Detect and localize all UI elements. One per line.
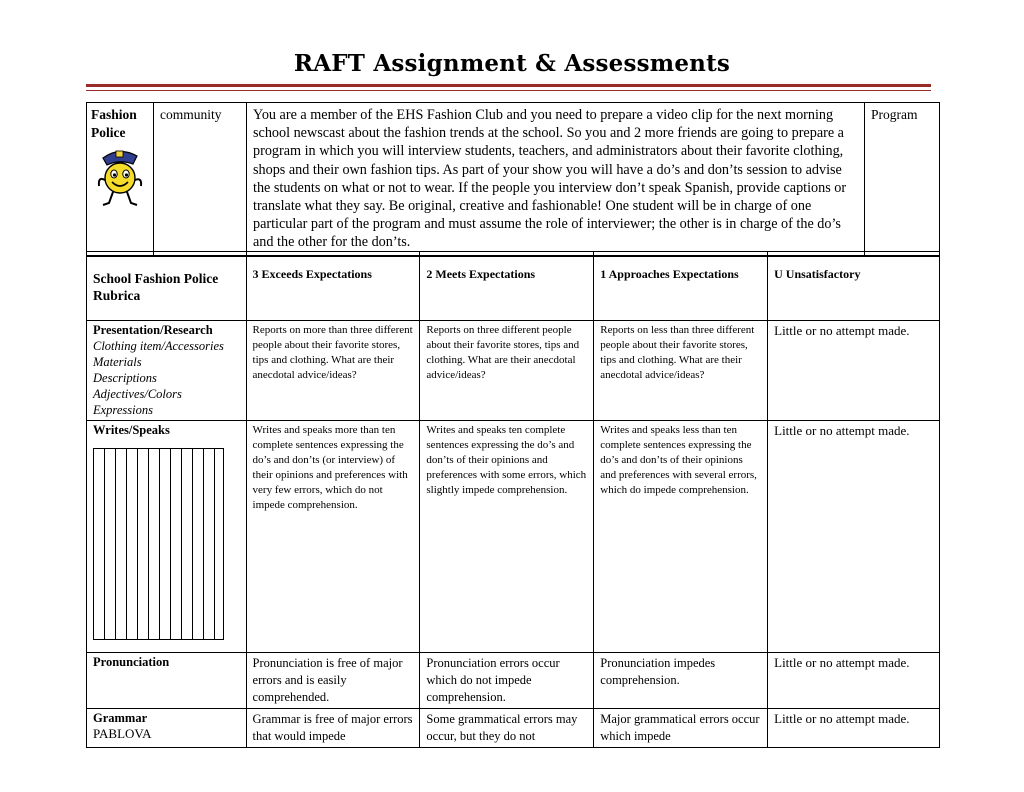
cell-approaches: Writes and speaks less than ten complete sentences expressing the do’s and don’ts of their opinions and preferences with several errors, which do impede comprehension. <box>594 421 768 653</box>
cell-approaches: Pronunciation impedes comprehension. <box>594 653 768 709</box>
criterion-sublabel: Clothing item/Accessories <box>93 339 224 353</box>
header-meets: 2 Meets Expectations <box>420 252 594 321</box>
criterion-label: Pronunciation <box>93 655 170 669</box>
header-approaches: 1 Approaches Expectations <box>594 252 768 321</box>
criterion-presentation <box>87 321 247 421</box>
title-rule <box>86 84 931 87</box>
rubric-title: School Fashion Police Rubrica <box>87 252 247 321</box>
raft-description: You are a member of the EHS Fashion Club and you need to prepare a video clip for the next morning school newscast about the fashion trends at the school. So you and 2 more friends are going to prepare a program in which you will interview students, teachers, and administrators about their favorite clothing, shops and their own fashion tips. As part of your show you will have a do’s and don’ts session to advise the students on what or not to wear. If the people you interview don’t speak Spanish, provide captions or translate what they say. Be original, creative and fashionable! One student will be in charge of one particular part of the program and must assume the role of interviewer; the other is in charge of the do’s and the other for the don’ts. <box>247 103 865 256</box>
cell-meets: Writes and speaks ten complete sentences expressing the do’s and don’ts of their opinions and preferences with some errors, which slightly impede comprehension. <box>420 421 594 653</box>
rubric-row-presentation <box>87 321 940 421</box>
header-exceeds: 3 Exceeds Expectations <box>246 252 420 321</box>
rubric-row-writes <box>87 421 940 653</box>
cell-unsatisfactory: Little or no attempt made. <box>768 321 940 421</box>
raft-table <box>86 102 940 257</box>
cell-exceeds: Grammar is free of major errors that would impede <box>246 709 420 748</box>
raft-audience: community <box>154 103 247 256</box>
cell-unsatisfactory: Little or no attempt made. <box>768 653 940 709</box>
rubric-row-pronunciation <box>87 653 940 709</box>
criterion-label: Presentation/Research <box>93 323 213 337</box>
rubric-table <box>86 251 940 748</box>
criterion-writes <box>87 421 247 653</box>
cell-meets: Some grammatical errors may occur, but they do not <box>420 709 594 748</box>
cell-exceeds: Reports on more than three different people about their favorite stores, tips and clothing. What are their anecdotal advice/ideas? <box>246 321 420 421</box>
criterion-pronunciation <box>87 653 247 709</box>
cell-approaches: Reports on less than three different people about their favorite stores, tips and clothing. What are their anecdotal advice/ideas? <box>594 321 768 421</box>
criterion-sublabel: Materials <box>93 355 142 369</box>
header-unsatisfactory: U Unsatisfactory <box>768 252 940 321</box>
raft-format: Program <box>865 103 940 256</box>
page-title: RAFT Assignment & Assessments <box>293 50 731 77</box>
cell-exceeds: Pronunciation is free of major errors and is easily comprehended. <box>246 653 420 709</box>
striped-graphic <box>93 448 224 640</box>
raft-role-cell <box>87 103 154 256</box>
criterion-sublabel: PABLOVA <box>93 726 152 741</box>
cell-meets: Pronunciation errors occur which do not impede comprehension. <box>420 653 594 709</box>
criterion-grammar <box>87 709 247 748</box>
title-rule-thin <box>86 90 931 91</box>
criterion-label: Grammar <box>93 711 148 725</box>
cell-meets: Reports on three different people about their favorite stores, tips and clothing. What are their anecdotal advice/ideas? <box>420 321 594 421</box>
criterion-sublabel: Descriptions <box>93 371 157 385</box>
cell-exceeds: Writes and speaks more than ten complete sentences expressing the do’s and don’ts (or interview) of their opinions and preferences with very few errors, which do not impede comprehension. <box>246 421 420 653</box>
cell-unsatisfactory: Little or no attempt made. <box>768 421 940 653</box>
police-smiley-icon <box>95 146 145 208</box>
criterion-label: Writes/Speaks <box>93 423 170 437</box>
rubric-header-row <box>87 252 940 321</box>
raft-row <box>87 103 940 256</box>
cell-approaches: Major grammatical errors occur which impede <box>594 709 768 748</box>
rubric-row-grammar <box>87 709 940 748</box>
raft-role: Fashion Police <box>91 107 137 140</box>
criterion-sublabel: Adjectives/Colors <box>93 387 182 401</box>
cell-unsatisfactory: Little or no attempt made. <box>768 709 940 748</box>
criterion-sublabel: Expressions <box>93 403 153 417</box>
